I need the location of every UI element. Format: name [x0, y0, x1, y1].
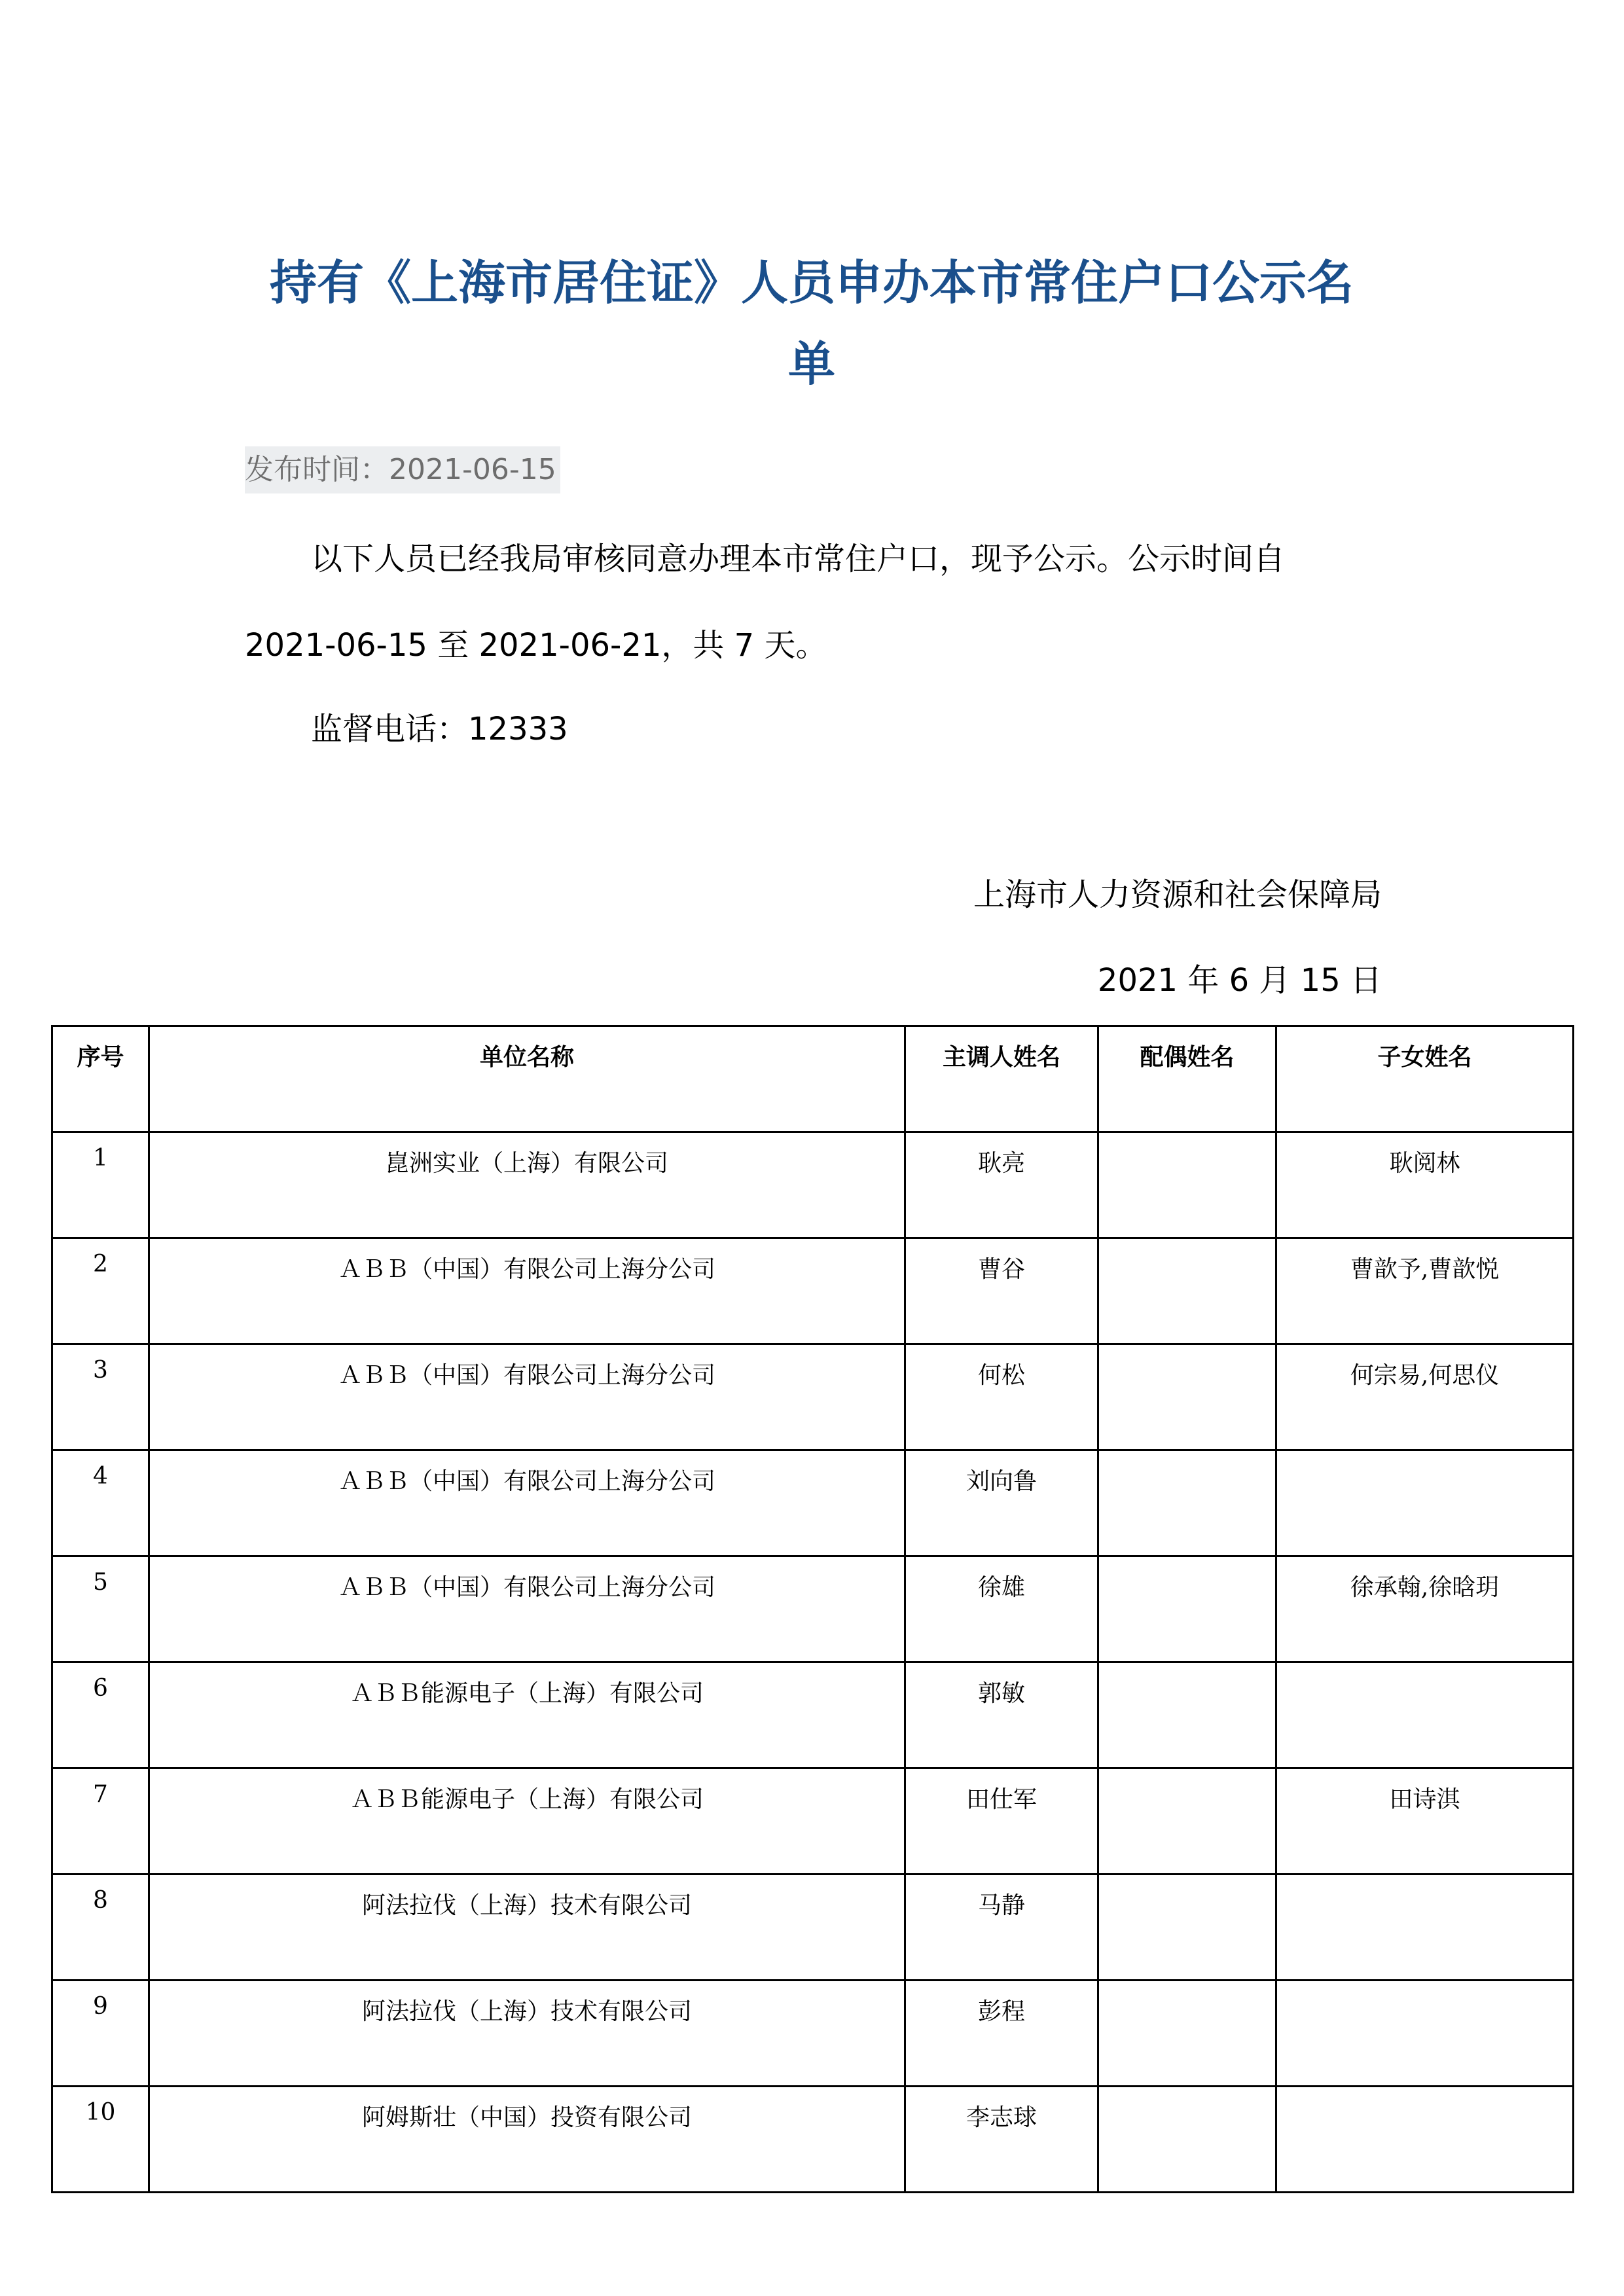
cell-company: 崑洲实业（上海）有限公司 [149, 1132, 905, 1238]
cell-company: ＡＢＢ能源电子（上海）有限公司 [149, 1768, 905, 1874]
cell-company: ＡＢＢ（中国）有限公司上海分公司 [149, 1450, 905, 1556]
signed-date: 2021 年 6 月 15 日 [1097, 962, 1382, 999]
cell-no: 5 [52, 1556, 149, 1662]
column-header-children: 子女姓名 [1276, 1026, 1574, 1132]
cell-applicant: 李志球 [905, 2087, 1098, 2193]
cell-children: 曹歆予,曹歆悦 [1276, 1238, 1574, 1344]
cell-spouse [1098, 1238, 1276, 1344]
page-title-line1: 持有《上海市居住证》人员申办本市常住户口公示名 [269, 255, 1354, 310]
cell-company: 阿法拉伐（上海）技术有限公司 [149, 1874, 905, 1981]
cell-applicant: 田仕军 [905, 1768, 1098, 1874]
cell-no: 3 [52, 1344, 149, 1450]
cell-children [1276, 1981, 1574, 2087]
cell-spouse [1098, 2087, 1276, 2193]
table-row [52, 1450, 1574, 1556]
cell-applicant: 徐雄 [905, 1556, 1098, 1662]
cell-spouse [1098, 1132, 1276, 1238]
cell-company: ＡＢＢ（中国）有限公司上海分公司 [149, 1344, 905, 1450]
cell-no: 9 [52, 1981, 149, 2087]
notice-paragraph-1: 以下人员已经我局审核同意办理本市常住户口，现予公示。公示时间自 [311, 541, 1286, 577]
table-row [52, 1556, 1574, 1662]
column-header-spouse: 配偶姓名 [1098, 1026, 1276, 1132]
cell-children [1276, 1662, 1574, 1768]
cell-no: 2 [52, 1238, 149, 1344]
table-row [52, 1132, 1574, 1238]
table-row [52, 1981, 1574, 2087]
cell-children: 何宗易,何思仪 [1276, 1344, 1574, 1450]
table-row [52, 2087, 1574, 2193]
cell-no: 10 [52, 2087, 149, 2193]
cell-no: 8 [52, 1874, 149, 1981]
cell-spouse [1098, 1344, 1276, 1450]
table-row [52, 1344, 1574, 1450]
cell-applicant: 耿亮 [905, 1132, 1098, 1238]
cell-children: 田诗淇 [1276, 1768, 1574, 1874]
column-header-company: 单位名称 [149, 1026, 905, 1132]
cell-applicant: 何松 [905, 1344, 1098, 1450]
table-row [52, 1238, 1574, 1344]
cell-company: 阿法拉伐（上海）技术有限公司 [149, 1981, 905, 2087]
cell-children [1276, 1874, 1574, 1981]
cell-applicant: 刘向鲁 [905, 1450, 1098, 1556]
column-header-applicant: 主调人姓名 [905, 1026, 1098, 1132]
cell-children [1276, 1450, 1574, 1556]
publish-date-label: 发布时间： [245, 453, 389, 486]
table-body [52, 1132, 1574, 2193]
cell-spouse [1098, 1981, 1276, 2087]
cell-children: 耿阅林 [1276, 1132, 1574, 1238]
cell-company: ＡＢＢ（中国）有限公司上海分公司 [149, 1238, 905, 1344]
table-header-row [52, 1026, 1574, 1132]
hotline-text: 监督电话：12333 [311, 711, 568, 747]
applicant-table [51, 1025, 1574, 2193]
cell-spouse [1098, 1556, 1276, 1662]
issuing-organization: 上海市人力资源和社会保障局 [973, 876, 1382, 913]
cell-applicant: 马静 [905, 1874, 1098, 1981]
cell-children: 徐承翰,徐晗玥 [1276, 1556, 1574, 1662]
cell-children [1276, 2087, 1574, 2193]
notice-paragraph-2: 2021-06-15 至 2021-06-21，共 7 天。 [245, 627, 827, 664]
cell-company: ＡＢＢ（中国）有限公司上海分公司 [149, 1556, 905, 1662]
cell-applicant: 曹谷 [905, 1238, 1098, 1344]
page-title-line2: 单 [787, 336, 835, 391]
publish-date-value: 2021-06-15 [389, 453, 556, 486]
cell-spouse [1098, 1450, 1276, 1556]
cell-no: 1 [52, 1132, 149, 1238]
cell-no: 7 [52, 1768, 149, 1874]
publish-date [245, 446, 560, 493]
cell-applicant: 郭敏 [905, 1662, 1098, 1768]
cell-no: 6 [52, 1662, 149, 1768]
cell-spouse [1098, 1874, 1276, 1981]
table-row [52, 1662, 1574, 1768]
cell-applicant: 彭程 [905, 1981, 1098, 2087]
cell-no: 4 [52, 1450, 149, 1556]
cell-company: 阿姆斯壮（中国）投资有限公司 [149, 2087, 905, 2193]
cell-spouse [1098, 1662, 1276, 1768]
column-header-no: 序号 [52, 1026, 149, 1132]
table-row [52, 1874, 1574, 1981]
table-row [52, 1768, 1574, 1874]
cell-spouse [1098, 1768, 1276, 1874]
cell-company: ＡＢＢ能源电子（上海）有限公司 [149, 1662, 905, 1768]
